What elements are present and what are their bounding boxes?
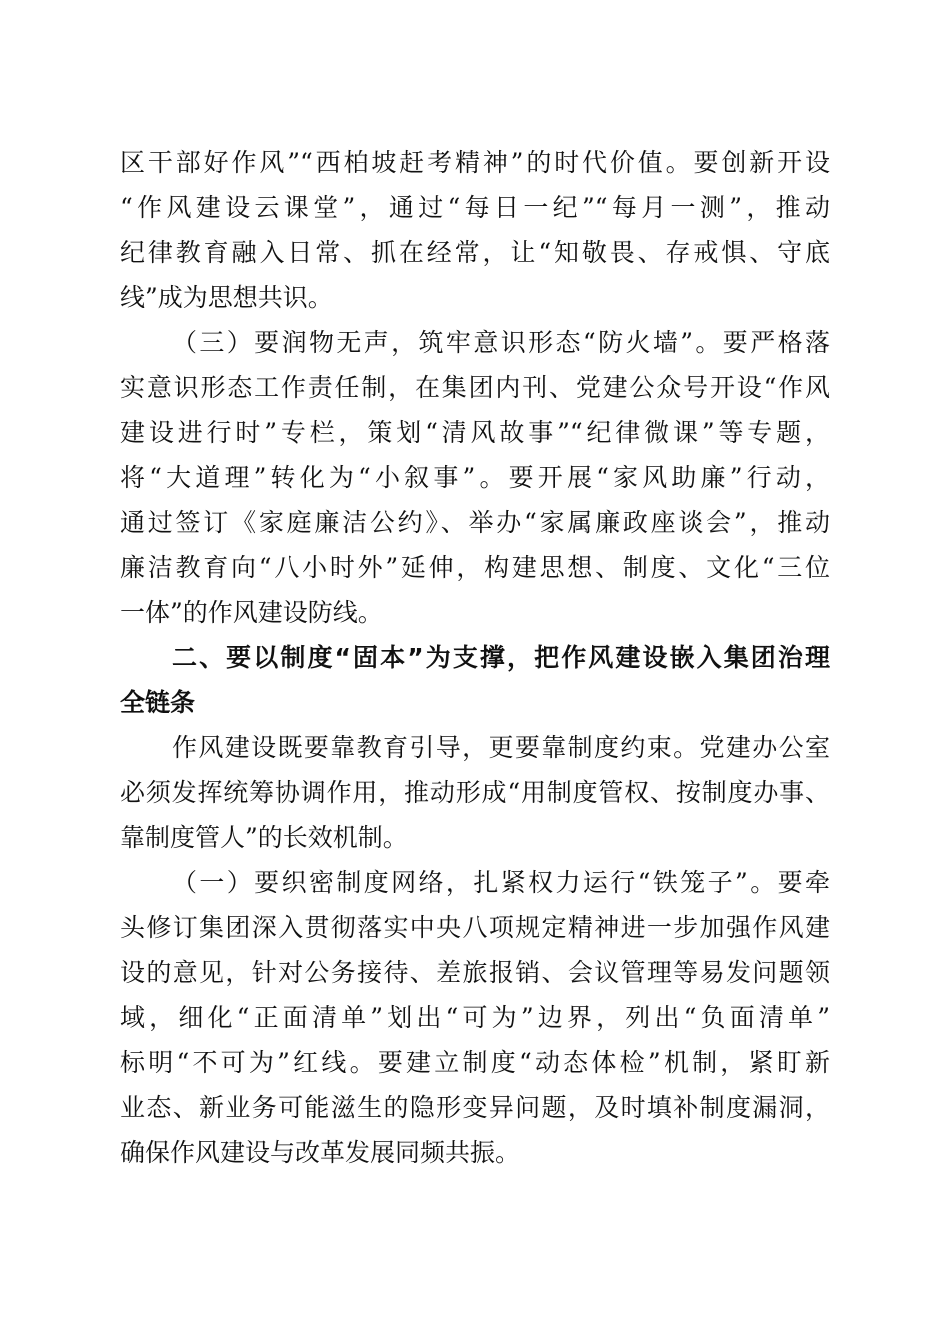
text-line: 廉洁教育向“八小时外”延伸，构建思想、制度、文化“三位	[120, 553, 830, 582]
text-line: 作风建设既要靠教育引导，更要靠制度约束。党建办公室	[172, 733, 830, 762]
text-line: 将“大道理”转化为“小叙事”。要开展“家风助廉”行动，	[120, 463, 830, 492]
text-line: “作风建设云课堂”，通过“每日一纪”“每月一测”，推动	[120, 193, 830, 222]
text-line: 靠制度管人”的长效机制。	[120, 823, 408, 852]
text-line: 线”成为思想共识。	[120, 283, 333, 312]
text-line: （一）要织密制度网络，扎紧权力运行“铁笼子”。要牵	[172, 868, 830, 897]
text-line: 设的意见，针对公务接待、差旅报销、会议管理等易发问题领	[120, 958, 830, 987]
section-heading: 全链条	[120, 688, 196, 717]
text-line: 标明“不可为”红线。要建立制度“动态体检”机制，紧盯新	[120, 1048, 830, 1077]
text-line: 域，细化“正面清单”划出“可为”边界，列出“负面清单”	[120, 1003, 830, 1032]
section-heading: 二、要以制度“固本”为支撑，把作风建设嵌入集团治理	[172, 643, 830, 672]
text-line: 实意识形态工作责任制，在集团内刊、党建公众号开设“作风	[120, 373, 830, 402]
text-line: （三）要润物无声，筑牢意识形态“防火墙”。要严格落	[172, 328, 830, 357]
text-line: 一体”的作风建设防线。	[120, 598, 383, 627]
text-line: 确保作风建设与改革发展同频共振。	[120, 1138, 521, 1167]
text-line: 区干部好作风”“西柏坡赶考精神”的时代价值。要创新开设	[120, 148, 830, 177]
text-line: 纪律教育融入日常、抓在经常，让“知敬畏、存戒惧、守底	[120, 238, 830, 267]
text-line: 头修订集团深入贯彻落实中央八项规定精神进一步加强作风建	[120, 913, 830, 942]
text-line: 必须发挥统筹协调作用，推动形成“用制度管权、按制度办事、	[120, 778, 830, 807]
text-line: 建设进行时”专栏，策划“清风故事”“纪律微课”等专题，	[120, 418, 830, 447]
text-line: 通过签订《家庭廉洁公约》、举办“家属廉政座谈会”，推动	[120, 508, 830, 537]
text-line: 业态、新业务可能滋生的隐形变异问题，及时填补制度漏洞，	[120, 1093, 830, 1122]
